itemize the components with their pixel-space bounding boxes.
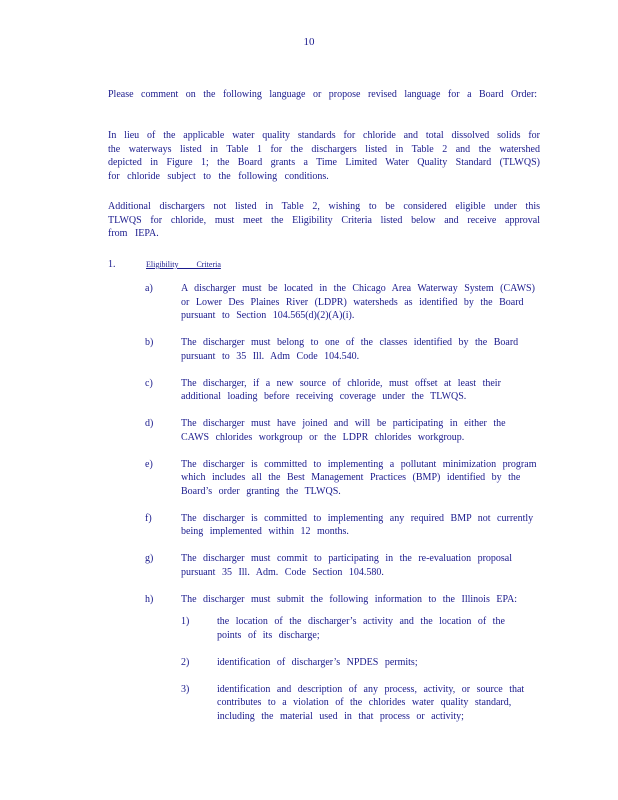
subitem-text: the location of the discharger’s activity and the location of the points of its discharge; [217,616,505,641]
criteria-item-h [145,593,545,607]
section-title: Eligibility Criteria [146,260,221,269]
subitem-label: 3) [181,683,190,695]
item-text: The discharger is committed to implementing any required BMP not currently being implemented within 12 months. [181,512,534,537]
page-number: 10 [303,36,315,48]
subitem-label: 1) [181,616,190,627]
item-label: c) [145,377,153,389]
criteria-list [145,282,545,620]
subitem-1 [181,615,541,642]
criteria-item-f [145,512,545,539]
subitem-2 [181,656,541,670]
criteria-item-a [145,282,545,323]
item-label: b) [145,337,154,348]
subitem-text: identification and description of any process, activity, or source that contributes to a violation of the chlorides water quality standard, including the material used in that process or activity; [217,683,525,722]
criteria-item-g [145,552,545,579]
item-label: d) [145,418,154,429]
criteria-item-c [145,377,545,404]
additional-dischargers-paragraph: Additional dischargers not listed in Table 2, wishing to be considered eligible under this TLWQS for chloride, must meet the Eligibility Criteria listed below and receive approval from IEPA. [108,201,540,239]
criteria-item-b [145,336,545,363]
item-text: The discharger is committed to implementing a pollutant minimization program which includes all the Best Management Practices (BMP) identified by the Board’s order granting the TLWQS. [181,458,537,497]
item-label: h) [145,593,154,605]
item-label: e) [145,458,153,470]
subitem-label: 2) [181,656,190,668]
tlwqs-paragraph: In lieu of the applicable water quality standards for chloride and total dissolved solids for the waterways listed in Table 1 for the dischargers listed in Table 2 and the watershed depicted in Figure 1; the Board grants a Time Limited Water Quality Standard (TLWQS) for chloride subject to the following conditions. [108,130,540,182]
item-label: a) [145,283,153,294]
subitem-3 [181,683,541,724]
criteria-item-d [145,417,545,444]
item-text: The discharger must belong to one of the classes identified by the Board pursuant to 35 Ill. Adm Code 104.540. [181,337,519,362]
subitem-text: identification of discharger’s NPDES permits; [217,656,418,668]
item-text: The discharger must submit the following information to the Illinois EPA: [181,593,518,605]
item-label: f) [145,512,152,524]
item-text: A discharger must be located in the Chicago Area Waterway System (CAWS) or Lower Des Plaines River (LDPR) watersheds as identified by the Board pursuant to Section 104.565(d)(2)(A)(i). [181,283,535,321]
intro-paragraph: Please comment on the following language or propose revised language for a Board Order: [108,89,538,100]
item-text: The discharger must have joined and will be participating in either the CAWS chlorides workgroup or the LDPR chlorides workgroup. [181,418,506,443]
item-text: The discharger, if a new source of chloride, must offset at least their additional loading before receiving coverage under the TLWQS. [181,377,501,402]
item-text: The discharger must commit to participating in the re-evaluation proposal pursuant 35 Ill. Adm. Code Section 104.580. [181,553,513,578]
information-sublist [181,615,541,737]
criteria-item-e [145,458,545,499]
item-label: g) [145,553,154,564]
section-number: 1. [108,259,116,270]
